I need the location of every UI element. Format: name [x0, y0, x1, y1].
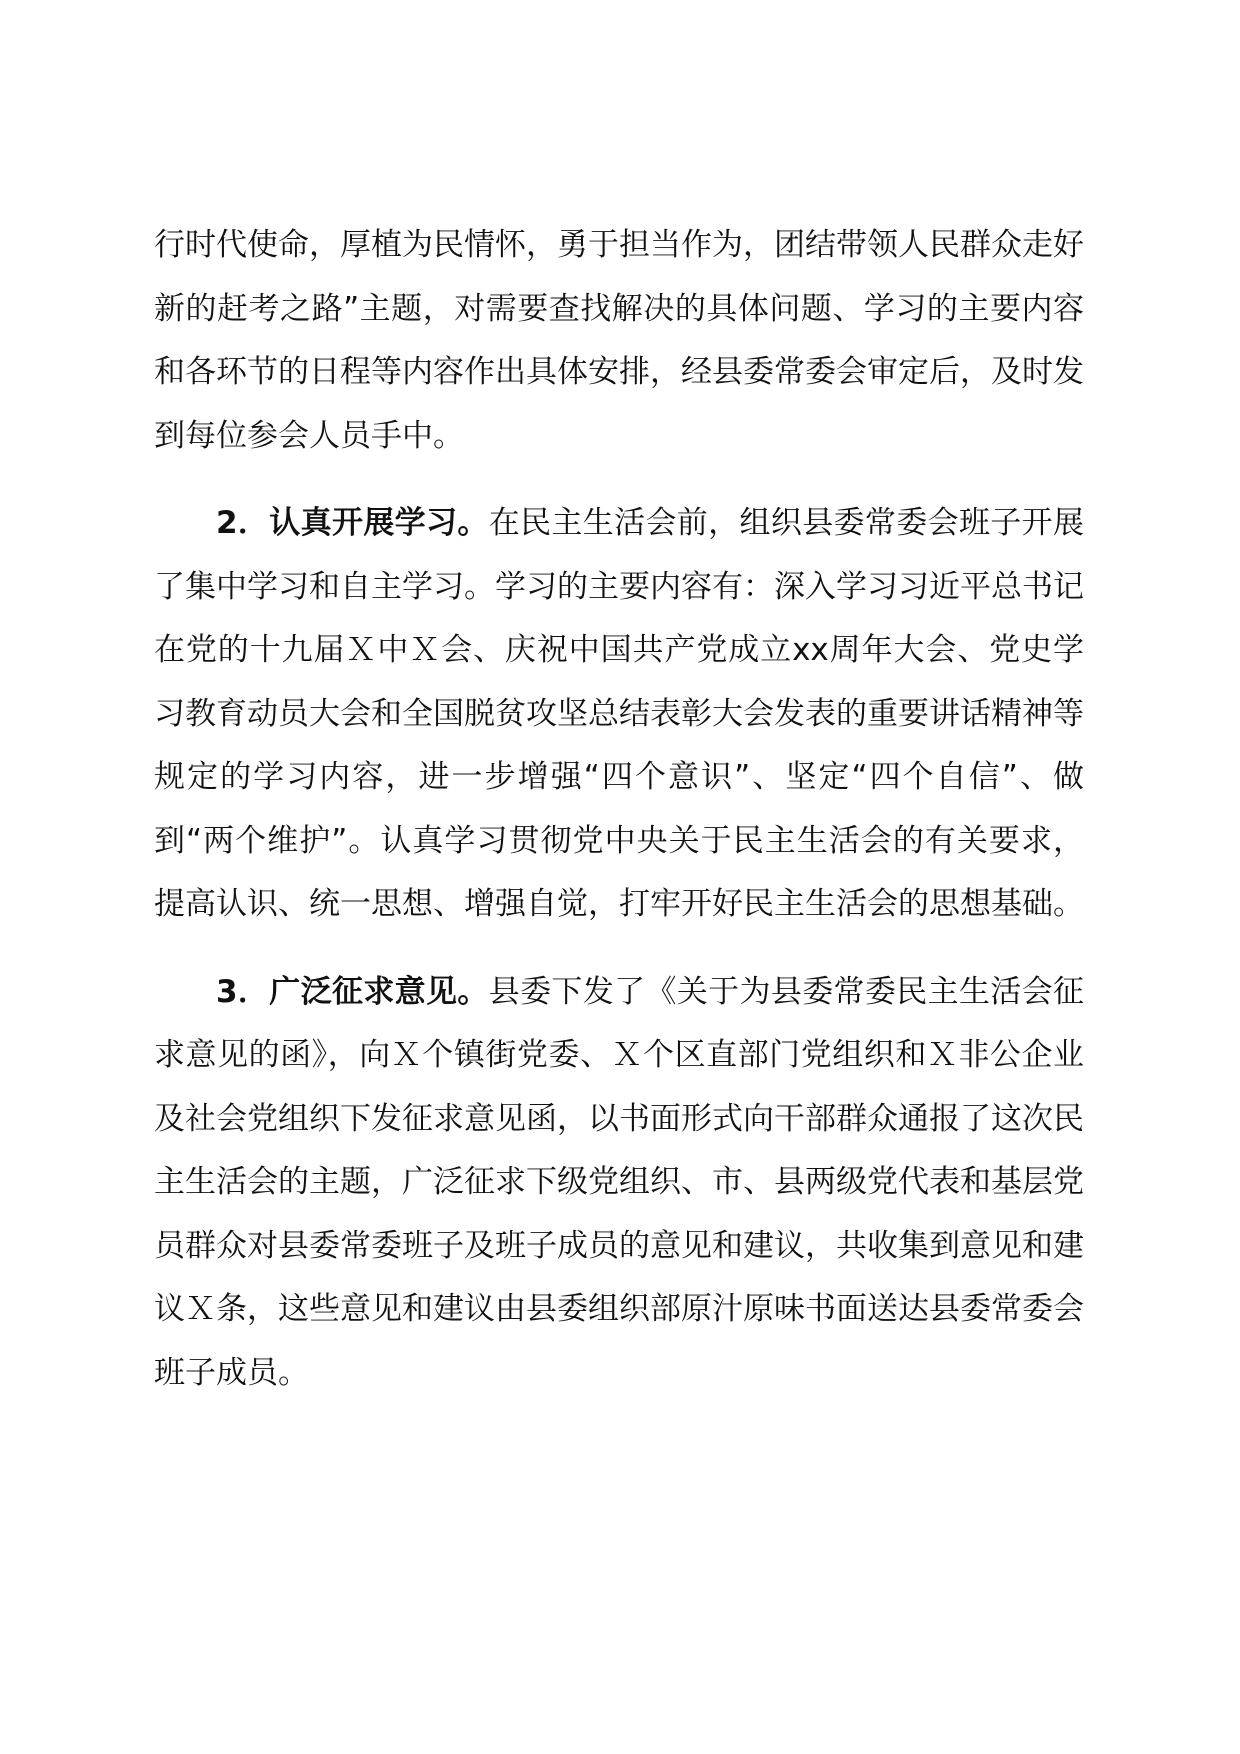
paragraph-continued — [154, 214, 1084, 468]
paragraph-study — [154, 492, 1084, 937]
paragraph-2-heading: 2．认真开展学习。 — [216, 505, 489, 541]
paragraph-opinions — [154, 961, 1084, 1406]
paragraph-3-heading: 3．广泛征求意见。 — [216, 973, 489, 1010]
paragraph-1-text: 行时代使命，厚植为民情怀，勇于担当作为，团结带领人民群众走好新的赶考之路”主题，对需要查找解决的具体问题、学习的主要内容和各环节的日程等内容作出具体安排，经县委常委会审定后，及时发到每位参会人员手中。 — [154, 227, 1084, 454]
paragraph-2-text: 在民主生活会前，组织县委常委会班子开展了集中学习和自主学习。学习的主要内容有：深入学习习近平总书记在党的十九届Ｘ中Ｘ会、庆祝中国共产党成立xx周年大会、党史学习教育动员大会和全国脱贫攻坚总结表彰大会发表的重要讲话精神等规定的学习内容，进一步增强“四个意识”、坚定“四个自信”、做到“两个维护”。认真学习贯彻党中央关于民主生活会的有关要求，提高认识、统一思想、增强自觉，打牢开好民主生活会的思想基础。 — [154, 505, 1084, 922]
paragraph-3-text: 县委下发了《关于为县委常委民主生活会征求意见的函》，向Ｘ个镇街党委、Ｘ个区直部门党组织和Ｘ非公企业及社会党组织下发征求意见函，以书面形式向干部群众通报了这次民主生活会的主题，广泛征求下级党组织、市、县两级党代表和基层党员群众对县委常委班子及班子成员的意见和建议，共收集到意见和建议Ｘ条，这些意见和建议由县委组织部原汁原味书面送达县委常委会班子成员。 — [154, 973, 1084, 1391]
document-body — [154, 214, 1084, 1405]
